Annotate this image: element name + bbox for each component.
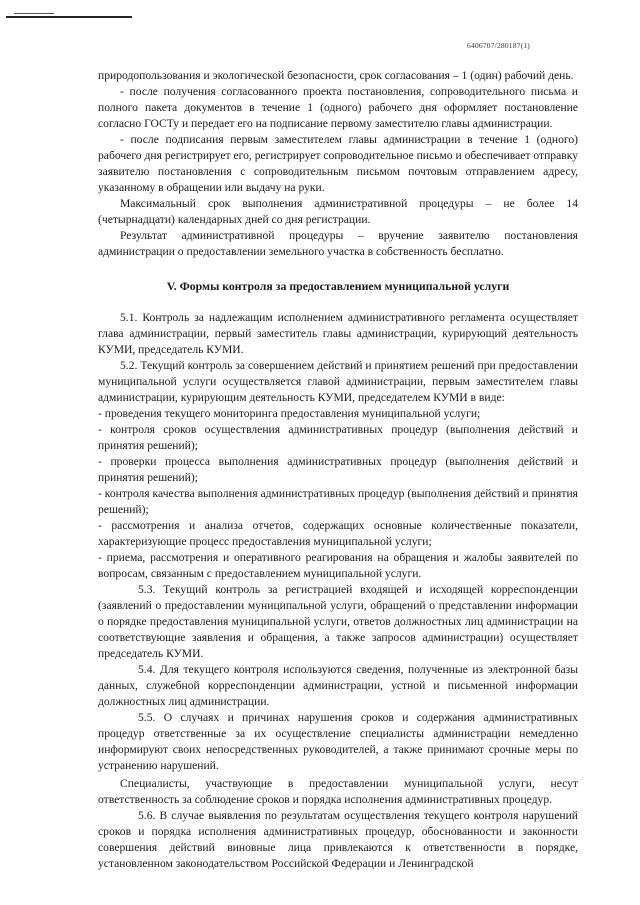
- list-item: - приема, рассмотрения и оперативного реагирования на обращения и жалобы заявителей по вопросам, связанным с предоставлением муниципальной услуги.: [98, 551, 578, 580]
- list-item: - контроля качества выполнения административных процедур (выполнения действий и принятия решений);: [98, 487, 578, 516]
- list-item: - контроля сроков осуществления административных процедур (выполнения действий и принятия решений);: [98, 423, 578, 452]
- list-item: - проведения текущего мониторинга предоставления муниципальной услуги;: [98, 407, 481, 420]
- paragraph: 5.6. В случае выявления по результатам осуществления текущего контроля нарушений сроков и порядка исполнения административных процедур, обоснованности и законности совершения действий виновные лица привлекаются к ответственности в порядке, установленном законодательством Российской Федерации и Ленинградской: [98, 809, 578, 870]
- section-title: V. Формы контроля за предоставлением муниципальной услуги: [166, 279, 510, 293]
- paragraph: природопользования и экологической безопасности, срок согласования – 1 (один) рабочий день.: [98, 69, 574, 82]
- document-code: 6406707/280187(1): [467, 41, 530, 50]
- paragraph: 5.2. Текущий контроль за совершением действий и принятием решений при предоставлении муниципальной услуги осуществляется главой администрации, первым заместителем главы администрации, курирующим деятельность КУМИ, председателем КУМИ в виде:: [98, 359, 578, 404]
- paragraph: - после подписания первым заместителем главы администрации в течение 1 (одного) рабочего дня регистрирует его, регистрирует сопроводительное письмо и обеспечивает отправку заявителю постановления с сопроводительным письмом почтовым отправлением адресу, указанному в обращении или выдачу на руки.: [98, 133, 578, 194]
- document-body: [98, 68, 578, 872]
- paragraph: - после получения согласованного проекта постановления, сопроводительного письма и полного пакета документов в течение 1 (одного) рабочего дня оформляет постановление согласно ГОСТу и передает его на подписание первому заместителю главы администрации.: [98, 85, 578, 130]
- scan-corner-mark: [6, 16, 132, 18]
- paragraph: Специалисты, участвующие в предоставлении муниципальной услуги, несут ответственность за соблюдение сроков и порядка исполнения административных процедур.: [98, 777, 578, 806]
- paragraph: 5.1. Контроль за надлежащим исполнением административного регламента осуществляет глава администрации, первый заместитель главы администрации, курирующий деятельность КУМИ, председатель КУМИ.: [98, 311, 578, 356]
- paragraph: 5.4. Для текущего контроля используются сведения, полученные из электронной базы данных, служебной корреспонденции администрации, устной и письменной информации должностных лиц администрации.: [98, 663, 578, 708]
- paragraph: Результат административной процедуры – вручение заявителю постановления администрации о предоставлении земельного участка в собственность бесплатно.: [98, 229, 578, 258]
- list-item: - рассмотрения и анализа отчетов, содержащих основные количественные показатели, характеризующие процесс предоставления муниципальной услуги;: [98, 519, 578, 548]
- list-item: - проверки процесса выполнения административных процедур (выполнения действий и принятия решений);: [98, 455, 578, 484]
- paragraph: 5.3. Текущий контроль за регистрацией входящей и исходящей корреспонденции (заявлений о предоставлении муниципальной услуги, обращений о представлении информации о порядке предоставления муниципальной услуги, ответов должностных лиц администрации на соответствующие заявления и обращения, а также запросов администрации) осуществляет председатель КУМИ.: [98, 583, 578, 660]
- paragraph: 5.5. О случаях и причинах нарушения сроков и содержания административных процедур ответственные за их осуществление специалисты администрации немедленно информируют своих непосредственных руководителей, а также принимают срочные меры по устранению нарушений.: [98, 711, 578, 772]
- paragraph: Максимальный срок выполнения административной процедуры – не более 14 (четырнадцати) календарных дней со дня регистрации.: [98, 197, 578, 226]
